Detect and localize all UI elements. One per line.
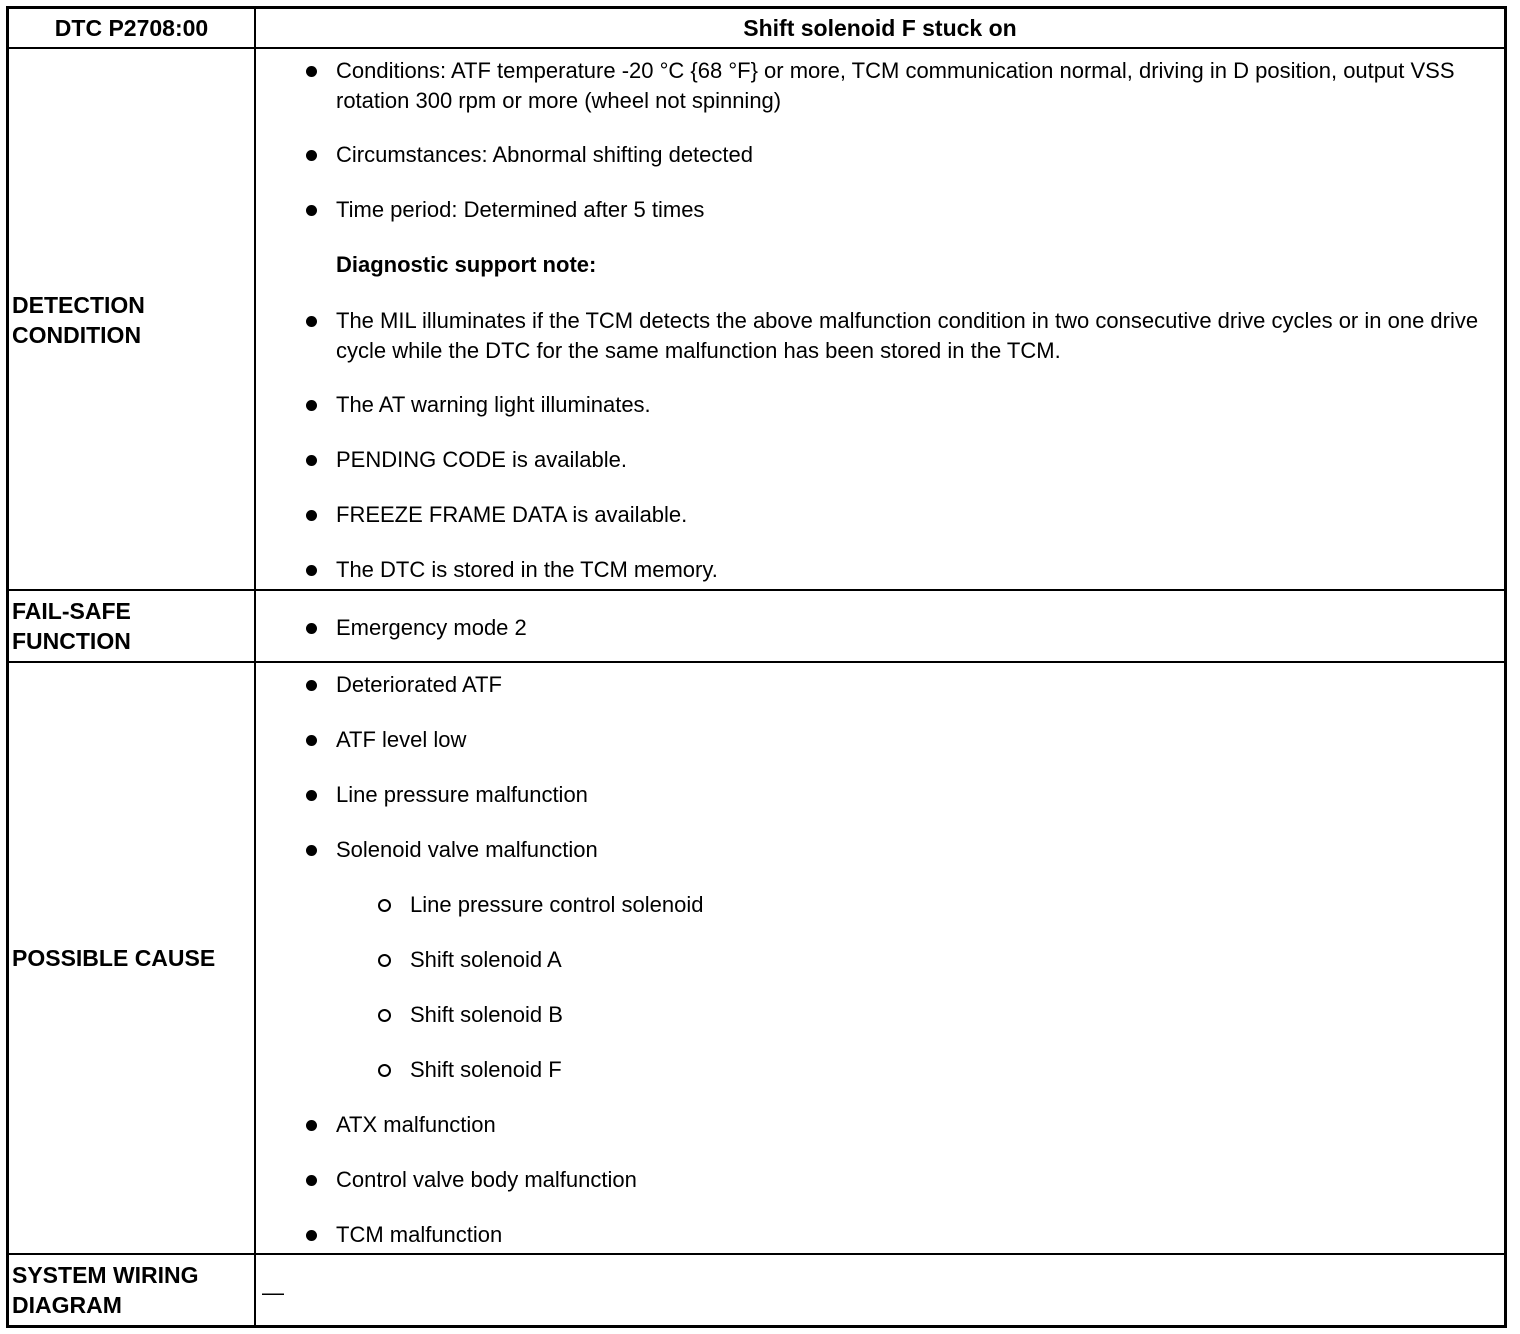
bullet-icon — [306, 1120, 317, 1131]
row-divider — [6, 47, 1507, 49]
fail-safe-label: FAIL-SAFE FUNCTION — [12, 598, 131, 654]
bullet-icon — [306, 1230, 317, 1241]
wiring-diagram-value: — — [262, 1280, 284, 1305]
detection-condition-label: DETECTION CONDITION — [12, 291, 145, 348]
bullet-icon — [306, 845, 317, 856]
bullet-icon — [306, 623, 317, 634]
bullet-icon — [306, 735, 317, 746]
bullet-icon — [306, 400, 317, 411]
bullet-icon — [306, 565, 317, 576]
circle-bullet-icon — [378, 954, 391, 967]
bullet-icon — [306, 205, 317, 216]
bullet-icon — [306, 790, 317, 801]
bullet-icon — [306, 316, 317, 327]
dtc-code: DTC P2708:00 — [54, 15, 209, 41]
column-divider — [254, 6, 256, 1328]
bullet-icon — [306, 66, 317, 77]
dtc-title: Shift solenoid F stuck on — [743, 15, 1017, 41]
diagnostic-note-heading: Diagnostic support note: — [336, 252, 597, 277]
bullet-icon — [306, 1175, 317, 1186]
circle-bullet-icon — [378, 1064, 391, 1077]
bullet-icon — [306, 150, 317, 161]
possible-cause-label: POSSIBLE CAUSE — [12, 945, 216, 971]
bullet-icon — [306, 510, 317, 521]
system-wiring-diagram-label: SYSTEM WIRING DIAGRAM — [12, 1262, 199, 1318]
circle-bullet-icon — [378, 1009, 391, 1022]
circle-bullet-icon — [378, 899, 391, 912]
bullet-icon — [306, 680, 317, 691]
bullet-icon — [306, 455, 317, 466]
